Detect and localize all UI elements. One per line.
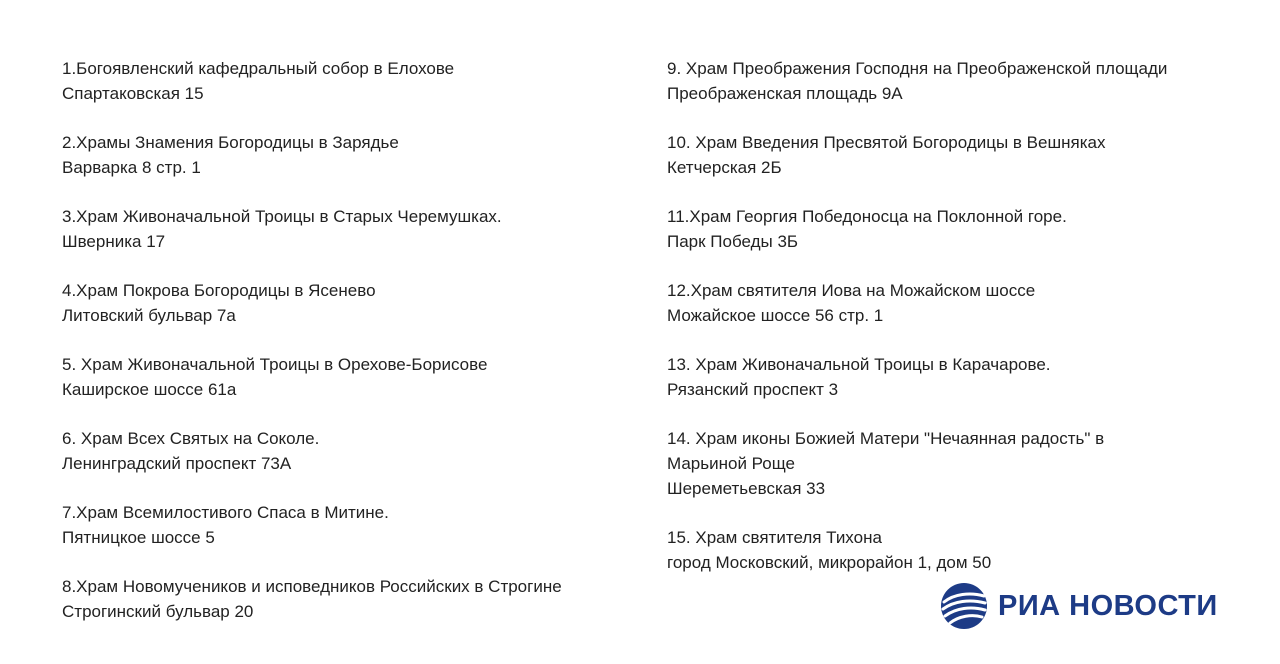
list-item bbox=[62, 500, 642, 550]
church-title: 5. Храм Живоначальной Троицы в Орехове-Борисове bbox=[62, 355, 488, 374]
church-address: Шверника 17 bbox=[62, 232, 166, 251]
church-title: 1.Богоявленский кафедральный собор в Елохове bbox=[62, 59, 455, 78]
list-item bbox=[62, 574, 642, 624]
church-address: Можайское шоссе 56 стр. 1 bbox=[667, 306, 884, 325]
logo-text: РИА НОВОСТИ bbox=[998, 590, 1218, 622]
ria-globe-icon bbox=[940, 582, 988, 630]
list-item bbox=[667, 352, 1227, 402]
church-address: Шереметьевская 33 bbox=[667, 479, 826, 498]
church-address: Ленинградский проспект 73А bbox=[62, 454, 292, 473]
church-address: Рязанский проспект 3 bbox=[667, 380, 839, 399]
list-item bbox=[62, 204, 642, 254]
list-item bbox=[667, 426, 1227, 501]
ria-novosti-logo bbox=[940, 582, 1218, 630]
church-title: 11.Храм Георгия Победоносца на Поклонной горе. bbox=[667, 207, 1067, 226]
church-address: Строгинский бульвар 20 bbox=[62, 602, 254, 621]
list-item bbox=[667, 204, 1227, 254]
list-item bbox=[667, 278, 1227, 328]
church-title: 9. Храм Преображения Господня на Преображенской площади bbox=[667, 59, 1168, 78]
left-column bbox=[62, 56, 642, 648]
church-title-line-2: Марьиной Роще bbox=[667, 454, 795, 473]
church-address: Парк Победы 3Б bbox=[667, 232, 799, 251]
church-title: 6. Храм Всех Святых на Соколе. bbox=[62, 429, 320, 448]
church-address: Литовский бульвар 7а bbox=[62, 306, 236, 325]
list-item bbox=[62, 352, 642, 402]
church-title: 13. Храм Живоначальной Троицы в Карачарове. bbox=[667, 355, 1051, 374]
list-item bbox=[667, 56, 1227, 106]
church-title: 8.Храм Новомучеников и исповедников Российских в Строгине bbox=[62, 577, 562, 596]
list-item bbox=[62, 426, 642, 476]
church-address: Варварка 8 стр. 1 bbox=[62, 158, 201, 177]
church-title: 10. Храм Введения Пресвятой Богородицы в Вешняках bbox=[667, 133, 1106, 152]
church-address: Каширское шоссе 61а bbox=[62, 380, 237, 399]
list-item bbox=[62, 56, 642, 106]
list-item bbox=[667, 525, 1227, 575]
list-item bbox=[62, 130, 642, 180]
church-title: 12.Храм святителя Иова на Можайском шоссе bbox=[667, 281, 1036, 300]
church-title: 4.Храм Покрова Богородицы в Ясенево bbox=[62, 281, 376, 300]
church-address: город Московский, микрорайон 1, дом 50 bbox=[667, 553, 992, 572]
church-address: Преображенская площадь 9А bbox=[667, 84, 903, 103]
list-item bbox=[667, 130, 1227, 180]
church-address: Пятницкое шоссе 5 bbox=[62, 528, 215, 547]
church-title: 2.Храмы Знамения Богородицы в Зарядье bbox=[62, 133, 399, 152]
church-title: 14. Храм иконы Божией Матери "Нечаянная радость" в bbox=[667, 429, 1105, 448]
church-title: 15. Храм святителя Тихона bbox=[667, 528, 882, 547]
church-title: 3.Храм Живоначальной Троицы в Старых Черемушках. bbox=[62, 207, 502, 226]
church-address: Кетчерская 2Б bbox=[667, 158, 782, 177]
church-title: 7.Храм Всемилостивого Спаса в Митине. bbox=[62, 503, 389, 522]
list-item bbox=[62, 278, 642, 328]
church-address: Спартаковская 15 bbox=[62, 84, 204, 103]
right-column bbox=[667, 56, 1227, 599]
